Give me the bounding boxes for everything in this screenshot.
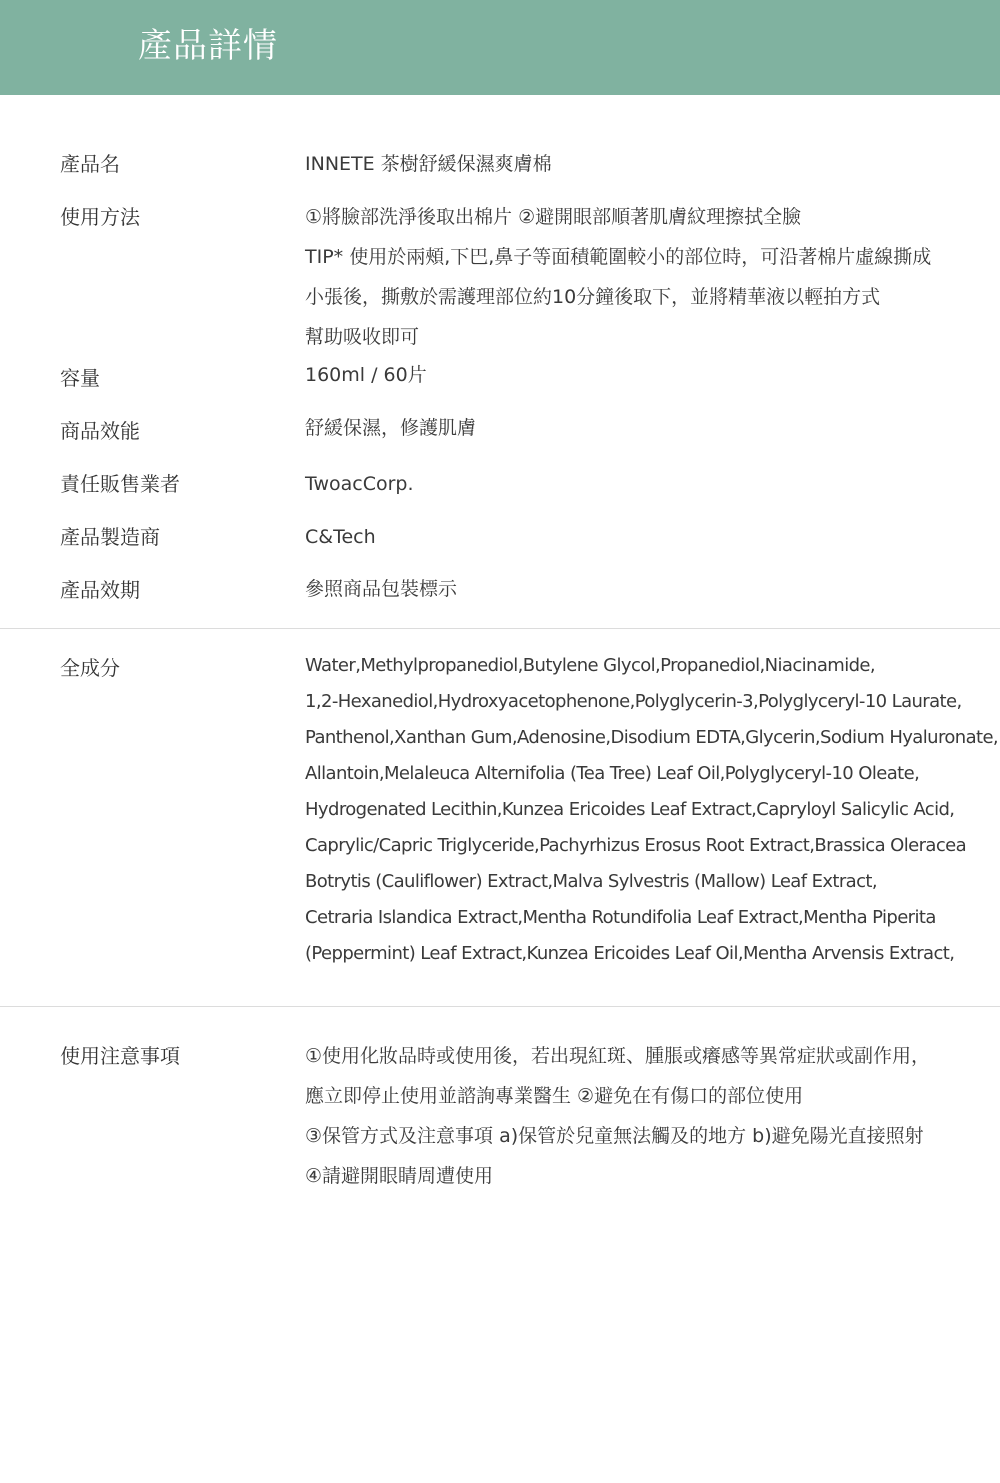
cautions-line: ④請避開眼睛周遭使用 (305, 1165, 494, 1187)
detail-value-line: 小張後，撕敷於需護理部位約10分鐘後取下，並將精華液以輕拍方式 (305, 286, 881, 308)
detail-label: 產品製造商 (60, 525, 160, 549)
header-banner (0, 0, 1000, 95)
detail-value (305, 464, 975, 504)
detail-label: 使用方法 (60, 205, 140, 229)
cautions-line: ③保管方式及注意事項 a)保管於兒童無法觸及的地方 b)避免陽光直接照射 (305, 1125, 924, 1147)
detail-value (305, 144, 975, 184)
ingredients-line: Cetraria Islandica Extract,Mentha Rotundifolia Leaf Extract,Mentha Piperita (305, 907, 936, 928)
detail-value-line: 160ml / 60片 (305, 364, 427, 386)
cautions-label: 使用注意事項 (60, 1044, 180, 1068)
ingredients-label: 全成分 (60, 656, 120, 680)
detail-value (305, 517, 975, 557)
cautions-line: 應立即停止使用並諮詢專業醫生 ②避免在有傷口的部位使用 (305, 1085, 804, 1107)
page-title: 產品詳情 (138, 26, 278, 66)
detail-label: 容量 (60, 366, 100, 390)
detail-value-line: TIP* 使用於兩頰,下巴,鼻子等面積範圍較小的部位時，可沿著棉片虛線撕成 (305, 246, 932, 268)
detail-value-line: ①將臉部洗淨後取出棉片 ②避開眼部順著肌膚紋理擦拭全臉 (305, 206, 802, 228)
detail-value-line: TwoacCorp. (305, 473, 414, 495)
ingredients-line: Water,Methylpropanediol,Butylene Glycol,Propanediol,Niacinamide, (305, 655, 876, 676)
ingredients-line: Hydrogenated Lecithin,Kunzea Ericoides Leaf Extract,Capryloyl Salicylic Acid, (305, 799, 955, 820)
ingredients-line: Caprylic/Capric Triglyceride,Pachyrhizus Erosus Root Extract,Brassica Oleracea (305, 835, 967, 856)
ingredients-line: (Peppermint) Leaf Extract,Kunzea Ericoides Leaf Oil,Mentha Arvensis Extract, (305, 943, 955, 964)
ingredients-line: Botrytis (Cauliflower) Extract,Malva Sylvestris (Mallow) Leaf Extract, (305, 871, 877, 892)
detail-label: 商品效能 (60, 419, 140, 443)
detail-value (305, 408, 975, 448)
detail-value (305, 197, 975, 357)
ingredients-line: Allantoin,Melaleuca Alternifolia (Tea Tree) Leaf Oil,Polyglyceryl-10 Oleate, (305, 763, 920, 784)
detail-value-line: INNETE 茶樹舒緩保濕爽膚棉 (305, 153, 552, 175)
detail-value-line: 參照商品包裝標示 (305, 578, 458, 600)
detail-value (305, 355, 975, 395)
detail-value-line: 幫助吸收即可 (305, 326, 420, 348)
ingredients-list (305, 648, 999, 972)
cautions-list (305, 1036, 975, 1196)
section-divider (0, 628, 1000, 629)
detail-label: 責任販售業者 (60, 472, 180, 496)
detail-label: 產品名 (60, 152, 120, 176)
ingredients-line: 1,2-Hexanediol,Hydroxyacetophenone,Polyglycerin-3,Polyglyceryl-10 Laurate, (305, 691, 962, 712)
cautions-line: ①使用化妝品時或使用後，若出現紅斑、腫脹或癢感等異常症狀或副作用， (305, 1045, 931, 1067)
detail-value (305, 569, 975, 609)
detail-value-line: 舒緩保濕，修護肌膚 (305, 417, 477, 439)
section-divider (0, 1006, 1000, 1007)
detail-value-line: C&Tech (305, 526, 376, 548)
ingredients-line: Panthenol,Xanthan Gum,Adenosine,Disodium EDTA,Glycerin,Sodium Hyaluronate, (305, 727, 999, 748)
detail-label: 產品效期 (60, 578, 140, 602)
